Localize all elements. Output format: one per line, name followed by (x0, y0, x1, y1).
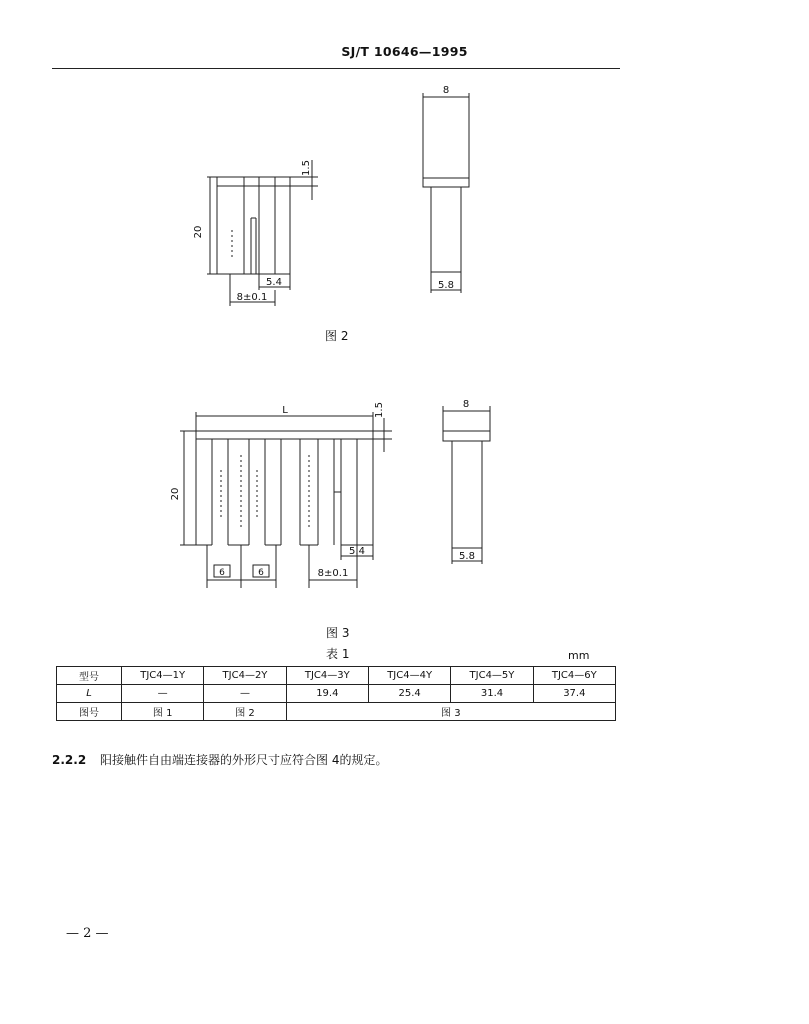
figure-2-drawing (0, 0, 809, 330)
table-1 (56, 666, 616, 721)
fig3-dim-ref-a: 6 (219, 568, 225, 578)
figure-3-caption: 图 3 (326, 626, 350, 640)
fig2-dim-top: 1.5 (301, 160, 312, 176)
table-cell: — (204, 685, 286, 703)
table-header-label: 型号 (57, 667, 122, 685)
table-cell: TJC4—3Y (286, 667, 368, 685)
table-cell: TJC4—4Y (368, 667, 450, 685)
table-cell: 31.4 (451, 685, 533, 703)
table-row (57, 667, 616, 685)
fig3-dim-slot: 5.4 (349, 546, 365, 557)
table-cell: 图 2 (204, 703, 286, 721)
table-cell: TJC4—1Y (122, 667, 204, 685)
table-cell: TJC4—6Y (533, 667, 615, 685)
table-row (57, 685, 616, 703)
table-cell: 图 3 (286, 703, 615, 721)
fig3-dim-side-base: 5.8 (459, 551, 475, 562)
fig3-dim-height: 20 (170, 487, 181, 501)
table-cell: 图 1 (122, 703, 204, 721)
document-header: SJ/T 10646—1995 (341, 44, 468, 59)
table-1-unit: mm (568, 649, 590, 662)
clause-number: 2.2.2 (52, 753, 87, 767)
fig2-dim-height: 20 (193, 225, 204, 239)
table-cell: 25.4 (368, 685, 450, 703)
clause-text: 阳接触件自由端连接器的外形尺寸应符合图 4的规定。 (100, 753, 388, 767)
table-cell: TJC4—2Y (204, 667, 286, 685)
table-cell: 37.4 (533, 685, 615, 703)
paragraph-2-2-2 (52, 751, 387, 768)
figure-3-drawing (0, 380, 809, 610)
table-1-title: 表 1 (326, 647, 350, 661)
fig3-dim-top: 1.5 (374, 402, 385, 418)
table-cell: TJC4—5Y (451, 667, 533, 685)
table-row-label: 图号 (57, 703, 122, 721)
fig3-dim-pitch: 8±0.1 (317, 568, 349, 579)
fig3-dim-side-width: 8 (462, 399, 470, 410)
table-row (57, 703, 616, 721)
fig2-dim-side-base: 5.8 (438, 280, 454, 291)
page-number: — 2 — (66, 926, 109, 941)
fig2-dim-side-width: 8 (442, 85, 450, 96)
fig2-dim-pitch: 8±0.1 (236, 292, 268, 303)
table-row-label: L (57, 685, 122, 703)
fig3-dim-ref-b: 6 (258, 568, 264, 578)
figure-2-caption: 图 2 (325, 329, 349, 343)
table-cell: 19.4 (286, 685, 368, 703)
fig2-dim-slot: 5.4 (266, 277, 282, 288)
fig3-dim-length: L (282, 405, 288, 416)
table-cell: — (122, 685, 204, 703)
